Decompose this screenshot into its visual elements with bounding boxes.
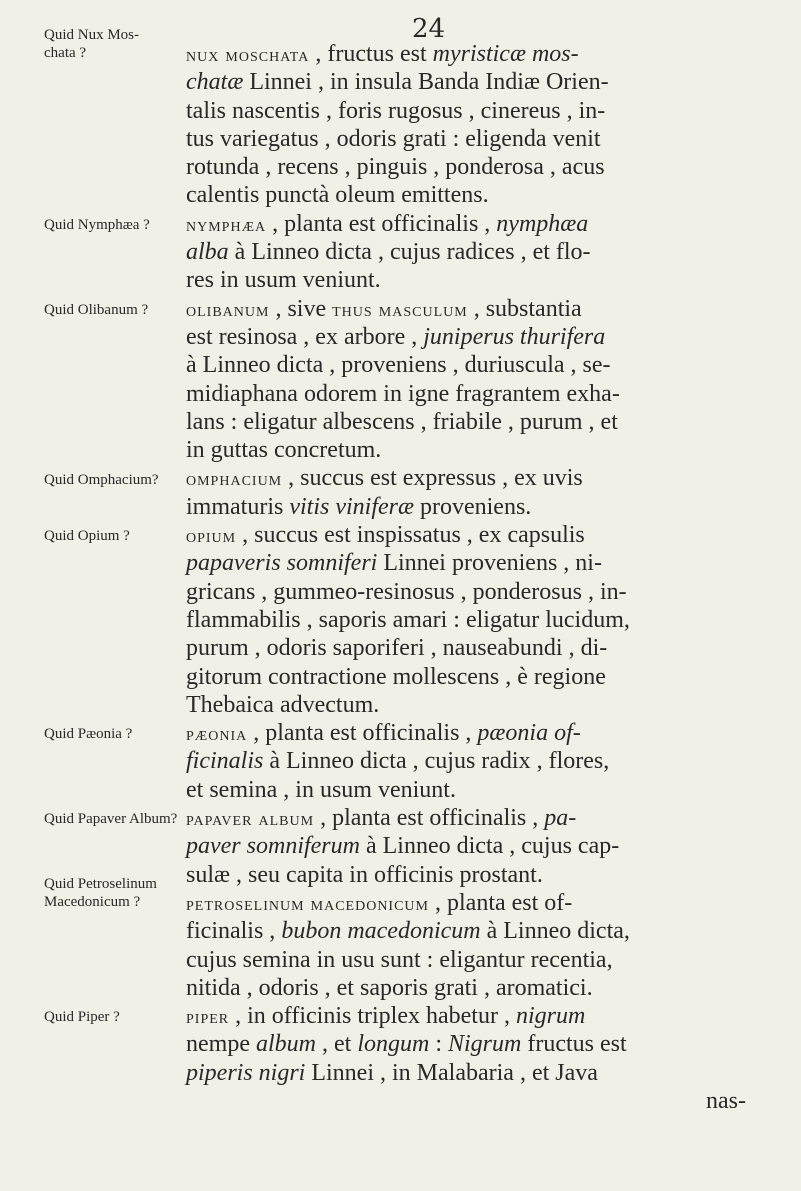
text-line: olibanum , sive thus masculum , substantia: [186, 295, 582, 322]
margin-note-nux: [44, 26, 184, 62]
text-line: ficinalis , bubon macedonicum à Linneo dicta,: [186, 918, 630, 945]
text-line: papaveris somniferi Linnei proveniens , ni-: [186, 550, 602, 577]
catchword: nas-: [706, 1087, 746, 1114]
margin-note-opium: [44, 527, 184, 545]
margin-note-olibanum: [44, 301, 184, 319]
margin-note-line: Quid Petroselinum: [44, 875, 157, 892]
text-line: tus variegatus , odoris grati : eligenda venit: [186, 125, 601, 152]
text-line: gricans , gummeo-resinosus , ponderosus , in-: [186, 578, 627, 605]
text-line: à Linneo dicta , proveniens , duriuscula , se-: [186, 352, 611, 379]
text-line: res in usum veniunt.: [186, 267, 381, 294]
margin-note-line: Quid Papaver Album?: [44, 811, 178, 828]
text-line: papaver album , planta est officinalis , pa-: [186, 805, 577, 832]
margin-note-nymphaea: [44, 216, 184, 234]
text-line: calentis punctà oleum emittens.: [186, 182, 489, 209]
text-line: sulæ , seu capita in officinis prostant.: [186, 861, 543, 888]
text-line: pæonia , planta est officinalis , pæonia of-: [186, 720, 581, 747]
text-line: flammabilis , saporis amari : eligatur lucidum,: [186, 606, 630, 633]
text-line: nux moschata , fructus est myristicæ mos-: [186, 41, 579, 67]
margin-note-petroselinum: [44, 875, 184, 911]
margin-note-line: Quid Pæonia ?: [44, 726, 133, 743]
text-line: purum , odoris saporiferi , nauseabundi , di-: [186, 635, 608, 662]
text-line: nitida , odoris , et saporis grati , aromatici.: [186, 974, 593, 1001]
text-line: cujus semina in usu sunt : eligantur recentia,: [186, 946, 613, 973]
text-line: nymphæa , planta est officinalis , nymphæa: [186, 210, 589, 237]
text-line: ficinalis à Linneo dicta , cujus radix , flores,: [186, 748, 610, 775]
text-line: petroselinum macedonicum , planta est of-: [186, 889, 573, 916]
margin-note-piper: [44, 1008, 184, 1026]
margin-note-line: Macedonicum ?: [44, 893, 141, 910]
text-line: omphacium , succus est expressus , ex uvis: [186, 465, 583, 492]
text-line: alba à Linneo dicta , cujus radices , et flo-: [186, 239, 591, 266]
margin-note-line: Quid Opium ?: [44, 528, 130, 545]
text-line: rotunda , recens , pinguis , ponderosa , acus: [186, 154, 605, 181]
text-line: nempe album , et longum : Nigrum fructus est: [186, 1031, 627, 1058]
margin-note-paeonia: [44, 725, 184, 743]
margin-note-line: Quid Nymphæa ?: [44, 216, 150, 233]
text-line: immaturis vitis viniferæ proveniens.: [186, 493, 532, 520]
text-line: opium , succus est inspissatus , ex capsulis: [186, 522, 585, 549]
text-line: chatæ Linnei , in insula Banda Indiæ Orien-: [186, 69, 609, 96]
text-line: Thebaica advectum.: [186, 691, 380, 718]
text-line: in guttas concretum.: [186, 437, 382, 464]
text-line: piper , in officinis triplex habetur , nigrum: [186, 1003, 586, 1030]
margin-note-papaver: [44, 810, 184, 828]
body-text: [186, 40, 746, 1115]
margin-note-line: Quid Omphacium?: [44, 471, 159, 488]
text-line: gitorum contractione mollescens , è regione: [186, 663, 606, 690]
text-line: piperis nigri Linnei , in Malabaria , et Java: [186, 1059, 598, 1086]
text-line: paver somniferum à Linneo dicta , cujus cap-: [186, 833, 620, 860]
page-number: 24: [412, 14, 446, 44]
text-line: midiaphana odorem in igne fragrantem exha-: [186, 380, 620, 407]
margin-note-line: Quid Olibanum ?: [44, 301, 149, 318]
margin-note-line: chata ?: [44, 45, 87, 61]
margin-note-omphacium: [44, 471, 184, 489]
margin-note-line: Quid Nux Mos-: [44, 27, 140, 43]
text-line: est resinosa , ex arbore , juniperus thurifera: [186, 323, 606, 350]
text-line: talis nascentis , foris rugosus , cinereus , in-: [186, 97, 606, 124]
text-line: lans : eligatur albescens , friabile , purum , et: [186, 408, 618, 435]
margin-note-line: Quid Piper ?: [44, 1009, 120, 1026]
text-line: et semina , in usum veniunt.: [186, 776, 456, 803]
